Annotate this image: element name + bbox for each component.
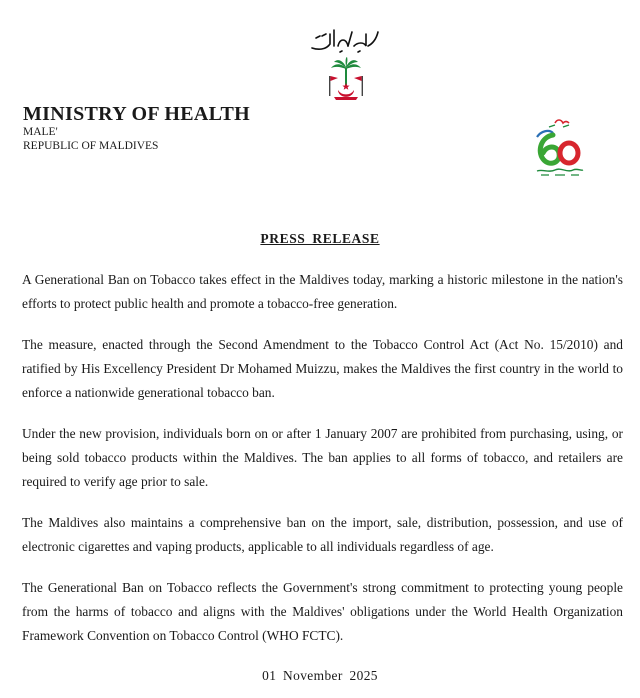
paragraph: Under the new provision, individuals born on or after 1 January 2007 are prohibited from purchasing, using, or being sold tobacco products within the Maldives. The ban applies to all forms of tobacco, and retailers are required to verify age prior to sale. (22, 426, 623, 489)
city-line: MALE' (23, 126, 58, 138)
country-line: REPUBLIC OF MALDIVES (23, 140, 159, 152)
paragraph: A Generational Ban on Tobacco takes effect in the Maldives today, marking a historic milestone in the nation's efforts to protect public health and promote a tobacco-free generation. (22, 272, 623, 311)
letterhead (23, 103, 250, 153)
press-release-title: PRESS RELEASE (260, 231, 380, 246)
paragraph: The Maldives also maintains a comprehensive ban on the import, sale, distribution, possession, and use of electronic cigarettes and vaping products, applicable to all individuals regardless of age. (22, 515, 623, 554)
maldives-state-emblem-icon (326, 56, 366, 102)
60-anniversary-logo-icon (531, 117, 585, 179)
ministry-title: MINISTRY OF HEALTH (23, 103, 250, 125)
paragraph: The measure, enacted through the Second Amendment to the Tobacco Control Act (Act No. 15/2010) and ratified by His Excellency President Dr Mohamed Muizzu, makes the Maldives the first country in the world to enforce a nationwide generational tobacco ban. (22, 337, 623, 400)
release-date: 01 November 2025 (262, 668, 378, 683)
bismillah-calligraphy-icon (308, 24, 384, 56)
paragraph: The Generational Ban on Tobacco reflects the Government's strong commitment to protecting young people from the harms of tobacco and aligns with the Maldives' obligations under the World Health Organization Framework Convention on Tobacco Control (WHO FCTC). (22, 580, 623, 643)
